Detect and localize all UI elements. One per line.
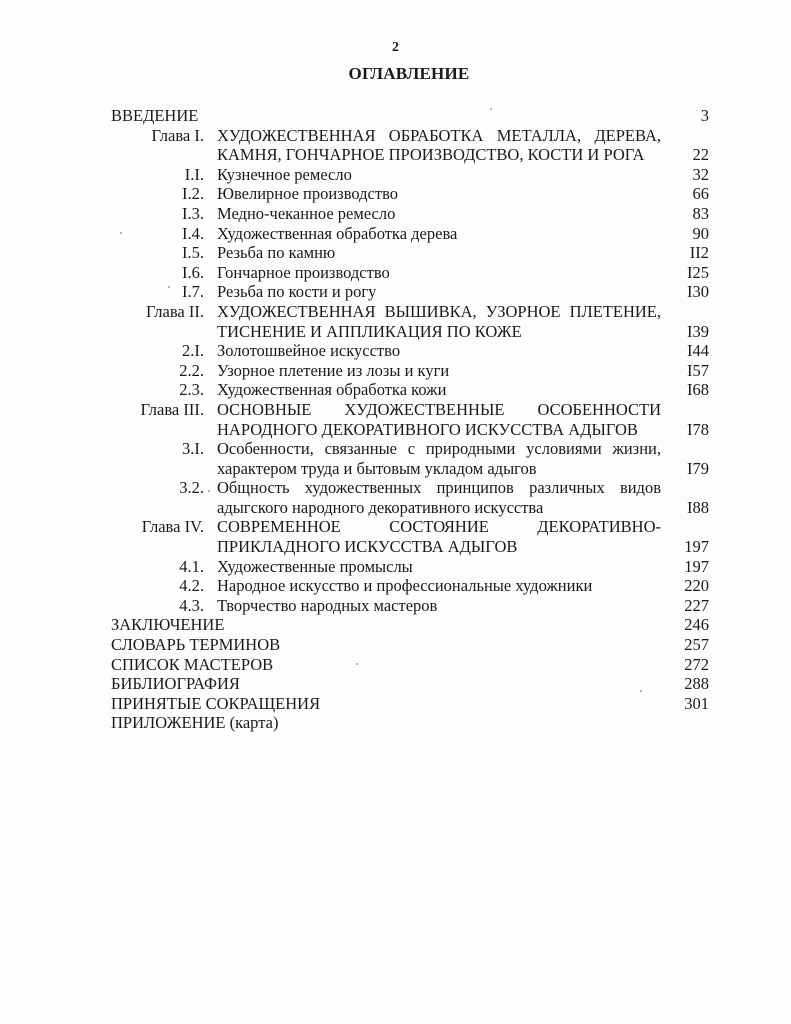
- toc-section-1-1: [111, 165, 709, 185]
- toc-section-number: 4.2.: [179, 576, 204, 596]
- toc-entry-page: II2: [689, 243, 709, 263]
- scan-speck: [640, 690, 642, 692]
- toc-entry-title: ВВЕДЕНИЕ: [111, 106, 199, 125]
- toc-section-1-3: [111, 204, 709, 224]
- toc-chapter-number: Глава IV.: [141, 517, 204, 537]
- toc-section-number: 2.I.: [182, 341, 204, 361]
- toc-chapter-title: СОВРЕМЕННОЕ СОСТОЯНИЕ ДЕКОРАТИВНО-ПРИКЛАДНОГО ИСКУССТВА АДЫГОВ: [217, 517, 661, 557]
- toc-section-2-3: [111, 380, 709, 400]
- toc-section-number: I.3.: [182, 203, 204, 223]
- toc-section-title: Медно-чеканное ремесло: [217, 203, 396, 223]
- toc-section-title: Художественная обработка дерева: [217, 223, 458, 243]
- toc-section-number: 3.I.: [182, 439, 204, 459]
- toc-section-4-2: [111, 576, 709, 596]
- toc-chapter-number: Глава III.: [140, 399, 204, 419]
- toc-chapter-title: ХУДОЖЕСТВЕННАЯ ВЫШИВКА, УЗОРНОЕ ПЛЕТЕНИЕ, ТИСНЕНИЕ И АППЛИКАЦИЯ ПО КОЖЕ: [217, 301, 661, 341]
- toc-section-3-2: [111, 478, 709, 517]
- toc-section-3-1: [111, 439, 709, 478]
- toc-entry-masters: [111, 655, 709, 675]
- toc-section-number: 2.3.: [179, 380, 204, 400]
- toc-entry-page: 220: [684, 576, 709, 596]
- toc-section-title: Узорное плетение из лозы и куги: [217, 360, 450, 380]
- toc-section-title: Резьба по кости и рогу: [217, 282, 377, 302]
- toc-chapter-4: [111, 517, 709, 556]
- toc-entry-title: ПРИЛОЖЕНИЕ (карта): [111, 713, 279, 733]
- toc-entry-page: I25: [687, 262, 709, 282]
- toc-entry-appendix: [111, 713, 709, 733]
- toc-section-title: Гончарное производство: [217, 262, 390, 282]
- toc-section-title: Народное искусство и профессиональные художники: [217, 576, 593, 596]
- toc-entry-page: 246: [684, 615, 709, 635]
- toc-section-2-2: [111, 361, 709, 381]
- toc-section-number: I.I.: [184, 164, 204, 184]
- toc-entry-abbreviations: [111, 694, 709, 714]
- scan-speck: [208, 490, 210, 492]
- scan-speck: [356, 663, 358, 665]
- toc-entry-page: 197: [684, 537, 709, 557]
- page-number: 2: [392, 40, 399, 55]
- toc-section-title: Золотошвейное искусство: [217, 341, 401, 361]
- page-title: ОГЛАВЛЕНИЕ: [348, 64, 470, 83]
- toc-section-number: 2.2.: [179, 360, 204, 380]
- toc-section-number: I.6.: [182, 262, 204, 282]
- toc-section-title: Художественные промыслы: [217, 556, 413, 576]
- toc-entry-page: 272: [684, 654, 709, 674]
- toc-entry-page: I44: [687, 341, 709, 361]
- toc-section-number: I.4.: [182, 223, 204, 243]
- scan-speck: [490, 108, 492, 110]
- toc-chapter-title: ОСНОВНЫЕ ХУДОЖЕСТВЕННЫЕ ОСОБЕННОСТИ НАРОДНОГО ДЕКОРАТИВНОГО ИСКУССТВА АДЫГОВ: [217, 399, 661, 439]
- toc-chapter-number: Глава II.: [146, 301, 204, 321]
- toc-entry-page: I78: [687, 419, 709, 439]
- scan-speck: [168, 286, 170, 288]
- toc-entry-page: 90: [692, 223, 709, 243]
- toc-entry-page: I88: [687, 497, 709, 517]
- toc-entry-page: 22: [692, 145, 709, 165]
- toc-chapter-title: ХУДОЖЕСТВЕННАЯ ОБРАБОТКА МЕТАЛЛА, ДЕРЕВА, КАМНЯ, ГОНЧАРНОЕ ПРОИЗВОДСТВО, КОСТИ И РОГА: [217, 125, 661, 165]
- toc-entry-page: 83: [692, 203, 709, 223]
- toc-entry-page: I39: [687, 321, 709, 341]
- toc-entry-title: СЛОВАРЬ ТЕРМИНОВ: [111, 635, 281, 655]
- toc-section-title: Ювелирное производство: [217, 184, 399, 204]
- toc-entry-introduction: [111, 106, 709, 126]
- toc-entry-page: 197: [684, 556, 709, 576]
- toc-entry-title: БИБЛИОГРАФИЯ: [111, 674, 240, 694]
- toc-section-title: Кузнечное ремесло: [217, 164, 352, 184]
- toc-section-title: Резьба по камню: [217, 243, 336, 263]
- toc-section-number: I.7.: [182, 282, 204, 302]
- toc-section-title: Особенности, связанные с природными условиями жизни, характером труда и бытовым укладом адыгов: [217, 439, 661, 478]
- toc-section-1-6: [111, 263, 709, 283]
- toc-entry-page: 288: [684, 674, 709, 694]
- toc-section-4-3: [111, 596, 709, 616]
- toc-section-1-2: [111, 184, 709, 204]
- toc-entry-page: I79: [687, 458, 709, 478]
- toc-entry-page: 257: [684, 635, 709, 655]
- toc-chapter-number: Глава I.: [151, 125, 204, 145]
- toc-section-title: Творчество народных мастеров: [217, 595, 438, 615]
- toc-entry-page: I68: [687, 380, 709, 400]
- toc-chapter-1: [111, 126, 709, 165]
- toc-section-number: I.5.: [182, 243, 204, 263]
- toc-section-1-7: [111, 282, 709, 302]
- toc-entry-page: I57: [687, 360, 709, 380]
- toc-section-1-5: [111, 243, 709, 263]
- table-of-contents: [111, 106, 709, 733]
- toc-entry-title: ПРИНЯТЫЕ СОКРАЩЕНИЯ: [111, 693, 321, 713]
- toc-chapter-3: [111, 400, 709, 439]
- toc-entry-title: СПИСОК МАСТЕРОВ: [111, 654, 274, 674]
- toc-section-4-1: [111, 557, 709, 577]
- toc-section-number: 3.2.: [179, 478, 204, 498]
- scan-speck: [120, 232, 122, 234]
- toc-entry-page: 32: [692, 164, 709, 184]
- toc-entry-page: I30: [687, 282, 709, 302]
- toc-entry-page: 3: [700, 106, 709, 125]
- toc-section-number: 4.1.: [179, 556, 204, 576]
- toc-section-number: I.2.: [182, 184, 204, 204]
- toc-section-2-1: [111, 341, 709, 361]
- toc-chapter-2: [111, 302, 709, 341]
- toc-section-title: Общность художественных принципов различных видов адыгского народного декоративного искусства: [217, 478, 661, 517]
- toc-entry-bibliography: [111, 674, 709, 694]
- toc-entry-glossary: [111, 635, 709, 655]
- toc-entry-title: ЗАКЛЮЧЕНИЕ: [111, 615, 225, 635]
- toc-entry-conclusion: [111, 615, 709, 635]
- toc-section-1-4: [111, 224, 709, 244]
- toc-section-number: 4.3.: [179, 595, 204, 615]
- toc-entry-page: 66: [692, 184, 709, 204]
- toc-section-title: Художественная обработка кожи: [217, 380, 447, 400]
- toc-entry-page: 301: [684, 693, 709, 713]
- toc-entry-page: 227: [684, 595, 709, 615]
